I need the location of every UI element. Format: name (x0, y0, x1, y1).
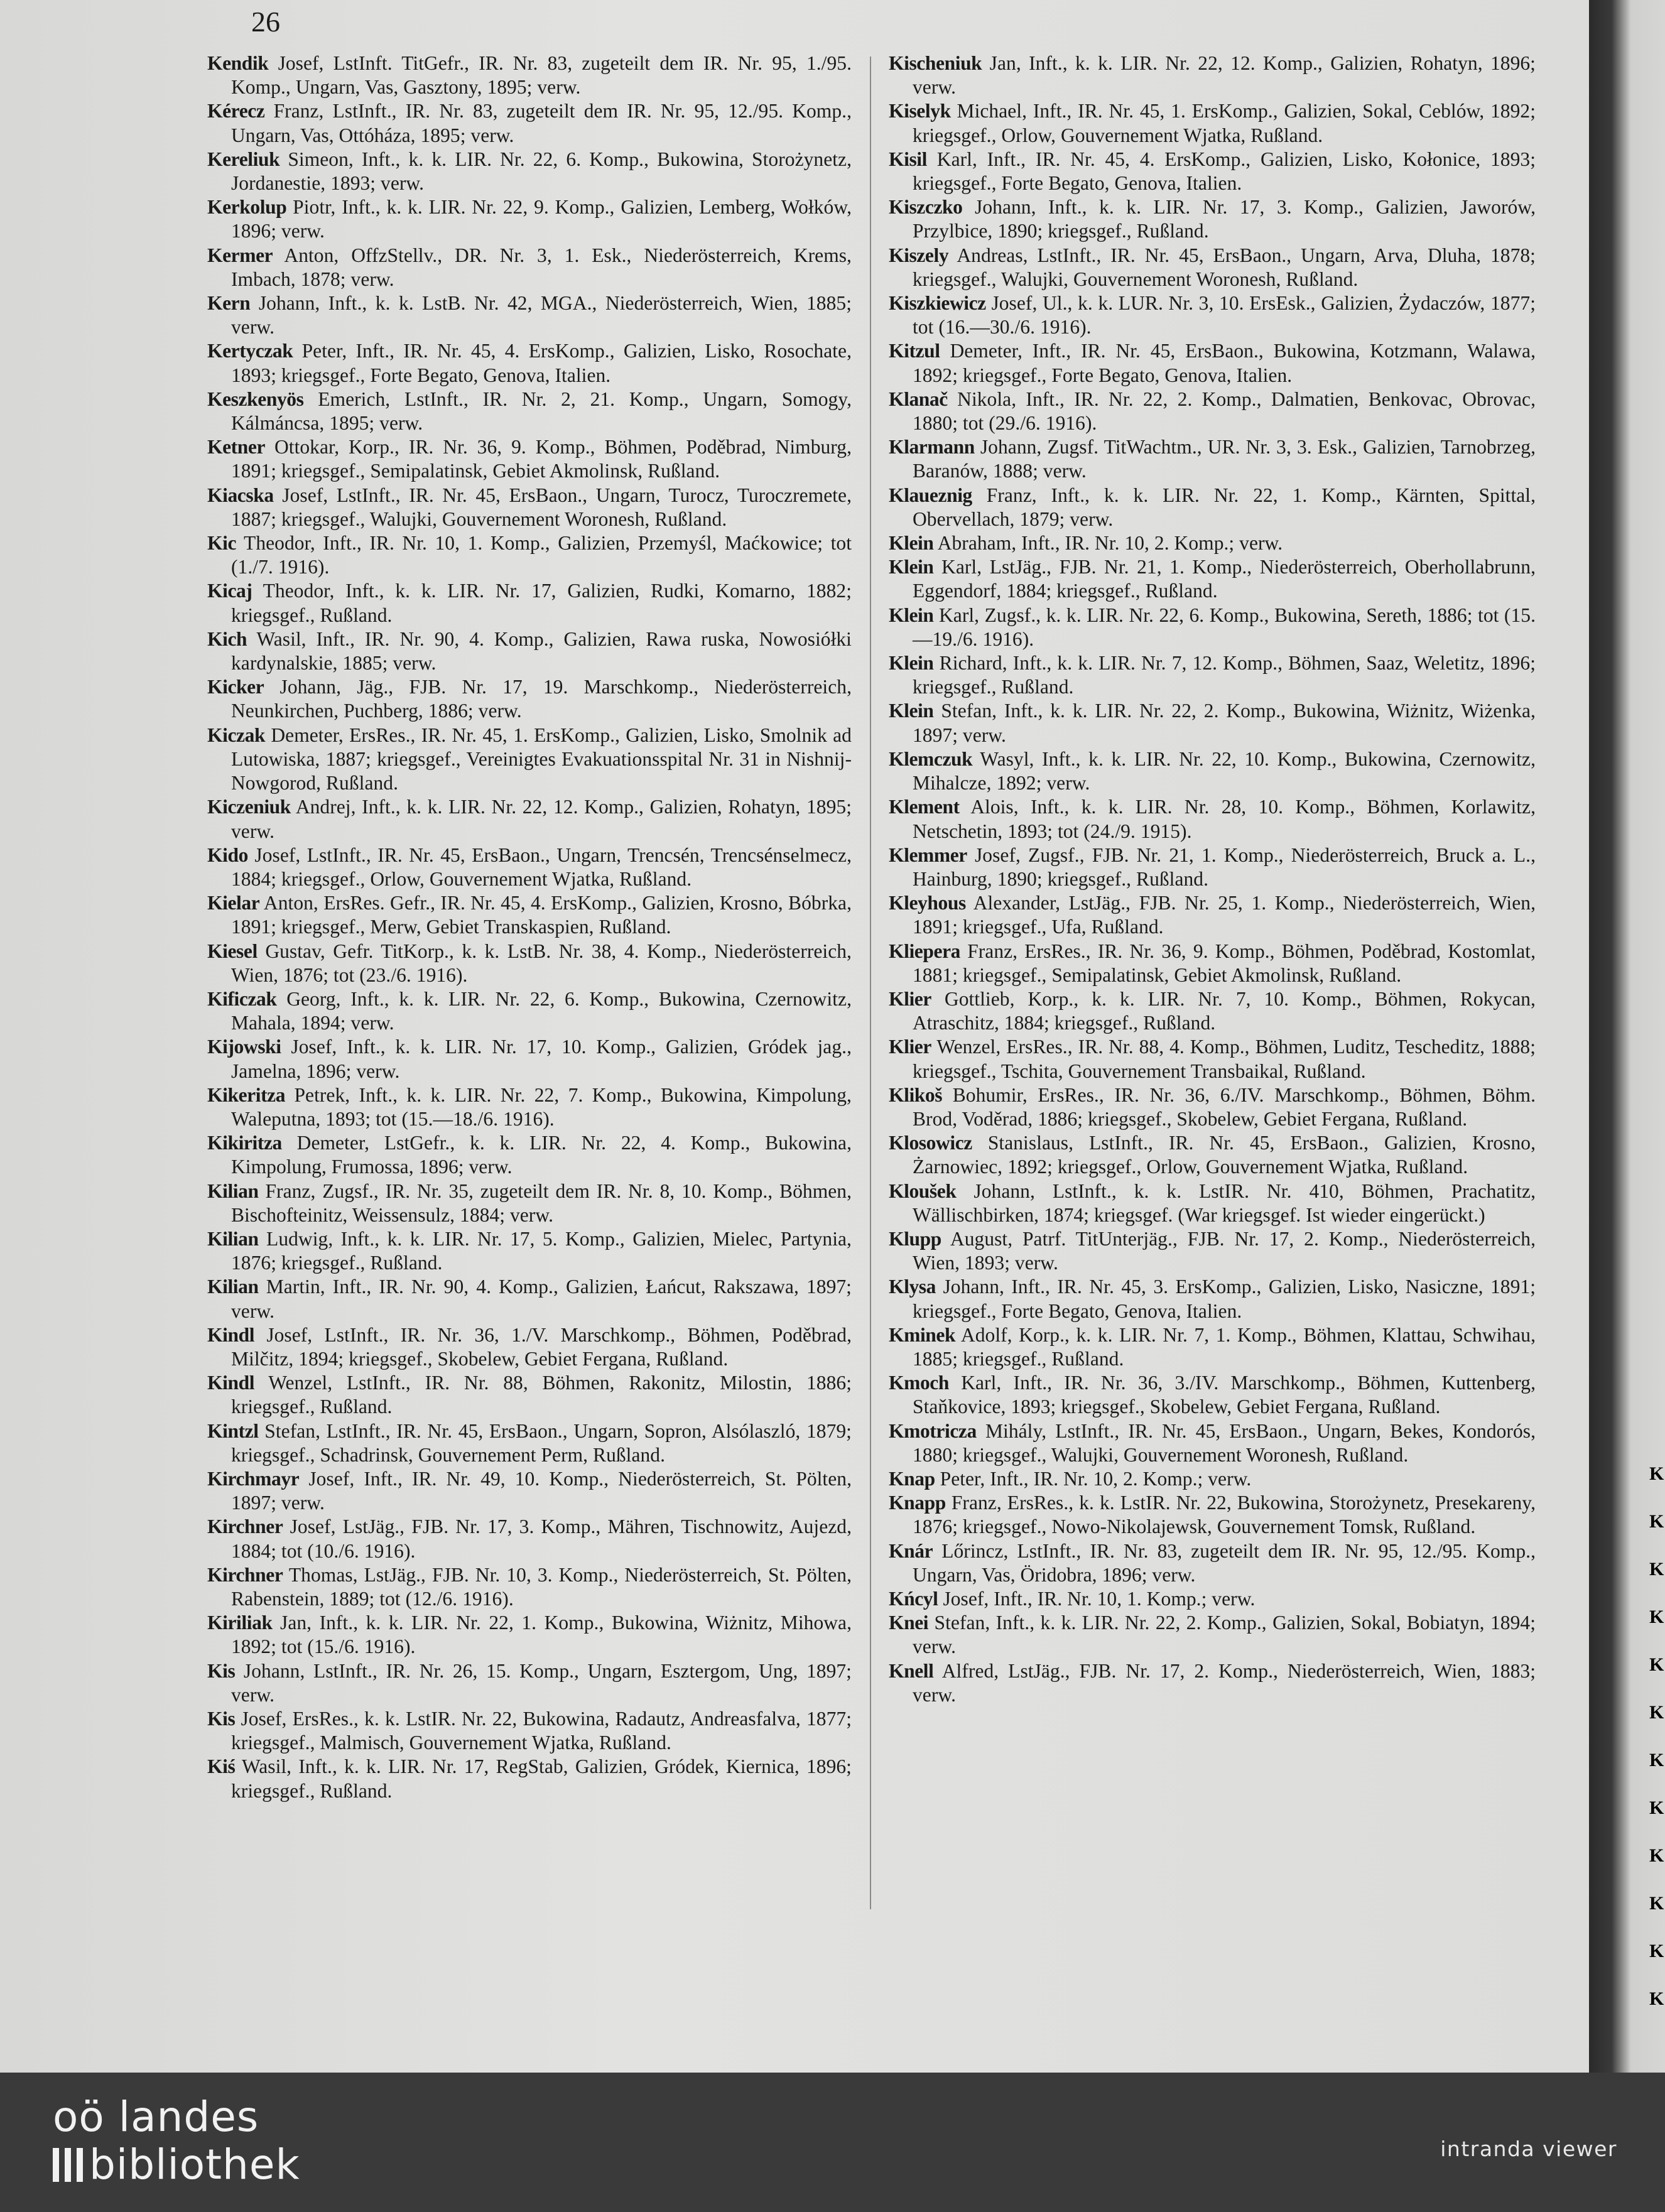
register-entry (207, 1707, 852, 1755)
register-entry (889, 1419, 1536, 1467)
entry-details: Andrej, Inft., k. k. LIR. Nr. 22, 12. Komp., Galizien, Rohatyn, 1895; verw. (231, 796, 852, 842)
register-entry (889, 843, 1536, 891)
entry-details: Wasil, Inft., k. k. LIR. Nr. 17, RegStab, Galizien, Gródek, Kiernica, 1896; kriegsgef., Rußland. (231, 1755, 852, 1802)
register-entry (207, 891, 852, 939)
entry-details: Johann, Zugsf. TitWachtm., UR. Nr. 3, 3. Esk., Galizien, Tarnobrzeg, Baranów, 1888; verw. (913, 436, 1536, 482)
entry-details: Mihály, LstInft., IR. Nr. 45, ErsBaon., Ungarn, Bekes, Kondorós, 1880; kriegsgef., Walujki, Gouvernement Woronesh, Rußland. (913, 1419, 1536, 1466)
register-entry (207, 627, 852, 675)
entry-details: Wenzel, ErsRes., IR. Nr. 88, 4. Komp., Böhmen, Luditz, Tescheditz, 1888; kriegsgef., Tschita, Gouvernement Transbaikal, Rußland. (913, 1036, 1536, 1082)
entry-surname: Kido (207, 843, 248, 866)
entry-details: Wenzel, LstInft., IR. Nr. 88, Böhmen, Rakonitz, Milostin, 1886; kriegsgef., Rußland. (231, 1372, 852, 1418)
entry-details: Andreas, LstInft., IR. Nr. 45, ErsBaon., Ungarn, Arva, Dluha, 1878; kriegsgef., Walujki, Gouvernement Woronesh, Rußland. (913, 244, 1536, 290)
entry-details: Michael, Inft., IR. Nr. 45, 1. ErsKomp., Galizien, Sokal, Ceblów, 1892; kriegsgef., Orlow, Gouvernement Wjatka, Rußland. (913, 100, 1536, 146)
entry-details: Josef, Inft., IR. Nr. 10, 1. Komp.; verw. (938, 1588, 1256, 1610)
entry-surname: Kiriliak (207, 1612, 273, 1634)
entry-surname: Kich (207, 627, 247, 650)
register-entry (207, 531, 852, 579)
entry-surname: Kloušek (889, 1179, 957, 1202)
entry-surname: Kirchmayr (207, 1467, 300, 1490)
register-entry (889, 148, 1536, 195)
register-entry (207, 484, 852, 531)
register-entry (207, 1515, 852, 1563)
entry-surname: Kiszely (889, 244, 949, 266)
entry-surname: Klein (889, 532, 934, 555)
register-entry (889, 940, 1536, 987)
register-entry (889, 699, 1536, 747)
entry-surname: Kiselyk (889, 100, 951, 122)
register-entry (207, 675, 852, 723)
entry-details: Demeter, LstGefr., k. k. LIR. Nr. 22, 4. Komp., Bukowina, Kimpolung, Frumossa, 1896; verw. (231, 1132, 852, 1178)
entry-details: Franz, Zugsf., IR. Nr. 35, zugeteilt dem IR. Nr. 8, 10. Komp., Böhmen, Bischofteinitz, Weissensulz, 1884; verw. (231, 1179, 852, 1226)
register-entry (207, 339, 852, 387)
entry-surname: Kermer (207, 244, 273, 266)
entry-surname: Kijowski (207, 1036, 281, 1058)
entry-surname: Kiszczko (889, 196, 963, 219)
entry-details: Johann, Jäg., FJB. Nr. 17, 19. Marschkomp., Niederösterreich, Neunkirchen, Puchberg, 1886; verw. (231, 676, 852, 722)
entry-surname: Kitzul (889, 340, 940, 362)
register-entry (207, 1467, 852, 1515)
entry-surname: Klarmann (889, 436, 975, 458)
entry-details: Johann, Inft., IR. Nr. 45, 3. ErsKomp., Galizien, Lisko, Nasiczne, 1891; kriegsgef., Forte Begato, Genova, Italien. (913, 1276, 1536, 1322)
entry-details: Demeter, Inft., IR. Nr. 45, ErsBaon., Bukowina, Kotzmann, Walawa, 1892; kriegsgef., Forte Begato, Genova, Italien. (913, 340, 1536, 386)
register-entry (207, 1371, 852, 1419)
entry-details: Nikola, Inft., IR. Nr. 22, 2. Komp., Dalmatien, Benkovac, Obrovac, 1880; tot (29./6. 1916). (913, 388, 1536, 435)
entry-details: Wasil, Inft., IR. Nr. 90, 4. Komp., Galizien, Rawa ruska, Nowosiółki kardynalskie, 1885; verw. (231, 627, 852, 675)
entry-surname: Klein (889, 604, 934, 626)
register-entry (207, 1179, 852, 1227)
entry-surname: Kliepera (889, 940, 961, 962)
entry-details: Peter, Inft., IR. Nr. 10, 2. Komp.; verw. (935, 1467, 1252, 1490)
register-entry (207, 244, 852, 291)
register-entry (889, 339, 1536, 387)
entry-details: Adolf, Korp., k. k. LIR. Nr. 7, 1. Komp., Böhmen, Klattau, Schwihau, 1885; kriegsgef., Rußland. (913, 1323, 1536, 1370)
register-entry (889, 531, 1536, 555)
entry-surname: Klein (889, 556, 934, 578)
entry-surname: Kic (207, 532, 237, 555)
entry-details: Alois, Inft., k. k. LIR. Nr. 28, 10. Komp., Böhmen, Korlawitz, Netschetin, 1893; tot (24./9. 1915). (913, 796, 1536, 842)
entry-details: Josef, LstInft., IR. Nr. 45, ErsBaon., Ungarn, Trencsén, Trencsénselmecz, 1884; kriegsgef., Orlow, Gouvernement Wjatka, Rußland. (231, 843, 852, 890)
register-entry (207, 99, 852, 147)
register-entry (207, 195, 852, 243)
entry-details: Gottlieb, Korp., k. k. LIR. Nr. 7, 10. Komp., Böhmen, Rokycan, Atraschitz, 1884; kriegsgef., Rußland. (913, 987, 1536, 1034)
entry-surname: Kiczeniuk (207, 796, 291, 818)
entry-surname: Klanač (889, 388, 948, 410)
entry-surname: Kern (207, 292, 251, 315)
register-entry (207, 148, 852, 195)
entry-surname: Kérecz (207, 100, 265, 122)
entry-details: Josef, LstJäg., FJB. Nr. 17, 3. Komp., Mähren, Tischnowitz, Aujezd, 1884; tot (10./6. 1916). (231, 1515, 852, 1562)
entry-details: Josef, Inft., k. k. LIR. Nr. 17, 10. Komp., Galizien, Gródek jag., Jamelna, 1896; verw. (231, 1036, 852, 1082)
entry-surname: Knap (889, 1467, 935, 1490)
entry-surname: Klein (889, 700, 934, 722)
register-entry (889, 484, 1536, 531)
edge-letter: K (1649, 1941, 1664, 1961)
entry-details: Peter, Inft., IR. Nr. 45, 4. ErsKomp., Galizien, Lisko, Rosochate, 1893; kriegsgef., Forte Begato, Genova, Italien. (231, 340, 852, 386)
entry-details: August, Patrf. TitUnterjäg., FJB. Nr. 17, 2. Komp., Niederösterreich, Wien, 1893; verw. (913, 1227, 1536, 1274)
edge-letter: K (1649, 1988, 1664, 2009)
entry-details: Martin, Inft., IR. Nr. 90, 4. Komp., Galizien, Łańcut, Rakszawa, 1897; verw. (231, 1276, 852, 1322)
register-entry (889, 1371, 1536, 1419)
entry-surname: Kicaj (207, 580, 252, 602)
entry-details: Stanislaus, LstInft., IR. Nr. 45, ErsBaon., Galizien, Krosno, Żarnowiec, 1892; kriegsgef., Orlow, Gouvernement Wjatka, Rußland. (913, 1132, 1536, 1178)
register-entry (207, 1131, 852, 1179)
register-entry (207, 52, 852, 99)
entry-details: Gustav, Gefr. TitKorp., k. k. LstB. Nr. 38, 4. Komp., Niederösterreich, Wien, 1876; tot (23./6. 1916). (231, 940, 852, 986)
register-entry (207, 1227, 852, 1275)
entry-surname: Kicker (207, 676, 264, 698)
entry-details: Abraham, Inft., IR. Nr. 10, 2. Komp.; verw. (933, 532, 1283, 555)
entry-surname: Knapp (889, 1492, 946, 1514)
entry-surname: Kilian (207, 1227, 259, 1250)
entry-surname: Kischeniuk (889, 52, 982, 74)
entry-details: Piotr, Inft., k. k. LIR. Nr. 22, 9. Komp., Galizien, Lemberg, Wołków, 1896; verw. (231, 196, 852, 242)
brand-logo-text: bibliothek (89, 2140, 300, 2189)
register-entry (889, 195, 1536, 243)
entry-surname: Kiś (207, 1755, 236, 1778)
entry-details: Karl, Zugsf., k. k. LIR. Nr. 22, 6. Komp., Bukowina, Sereth, 1886; tot (15.—19./6. 1916). (913, 604, 1536, 650)
register-entry (889, 1539, 1536, 1587)
entry-details: Bohumir, ErsRes., IR. Nr. 36, 6./IV. Marschkomp., Böhmen, Böhm. Brod, Voděrad, 1886; kriegsgef., Skobelew, Gebiet Fergana, Rußland. (913, 1083, 1536, 1130)
entry-details: Theodor, Inft., IR. Nr. 10, 1. Komp., Galizien, Przemyśl, Maćkowice; tot (1./7. 1916). (231, 532, 852, 578)
register-entry (889, 1659, 1536, 1707)
entry-details: Karl, Inft., IR. Nr. 45, 4. ErsKomp., Galizien, Lisko, Kołonice, 1893; kriegsgef., Forte Begato, Genova, Italien. (913, 148, 1536, 195)
brand-bars-icon (53, 2148, 83, 2182)
entry-details: Stefan, Inft., k. k. LIR. Nr. 22, 2. Komp., Galizien, Sokal, Bobiatyn, 1894; verw. (913, 1612, 1536, 1658)
register-entry (889, 244, 1536, 291)
entry-surname: Klaueznig (889, 484, 972, 506)
entry-details: Johann, Inft., k. k. LstB. Nr. 42, MGA., Niederösterreich, Wien, 1885; verw. (231, 292, 852, 339)
entry-details: Karl, Inft., IR. Nr. 36, 3./IV. Marschkomp., Böhmen, Kuttenberg, Staňkovice, 1893; kriegsgef., Skobelew, Gebiet Fergana, Rußland. (913, 1372, 1536, 1418)
entry-details: Anton, OffzStellv., DR. Nr. 3, 1. Esk., Niederösterreich, Krems, Imbach, 1878; verw. (231, 244, 852, 290)
entry-surname: Kielar (207, 892, 260, 914)
entry-details: Karl, LstJäg., FJB. Nr. 21, 1. Komp., Niederösterreich, Oberhollabrunn, Eggendorf, 1884; kriegsgef., Rußland. (913, 556, 1536, 602)
entry-surname: Klosowicz (889, 1132, 972, 1154)
register-entry (207, 1419, 852, 1467)
entry-surname: Kindl (207, 1323, 255, 1346)
entry-surname: Kleyhous (889, 892, 966, 914)
entry-details: Josef, LstInft. TitGefr., IR. Nr. 83, zugeteilt dem IR. Nr. 95, 1./95. Komp., Ungarn, Vas, Gasztony, 1895; verw. (231, 52, 852, 99)
entry-details: Josef, ErsRes., k. k. LstIR. Nr. 22, Bukowina, Radautz, Andreasfalva, 1877; kriegsgef., Malmisch, Gouvernement Wjatka, Rußland. (231, 1708, 852, 1754)
entry-surname: Kmoch (889, 1372, 949, 1394)
entry-details: Emerich, LstInft., IR. Nr. 2, 21. Komp., Ungarn, Somogy, Kálmáncsa, 1895; verw. (231, 388, 852, 435)
entry-details: Stefan, LstInft., IR. Nr. 45, ErsBaon., Ungarn, Sopron, Alsólaszló, 1879; kriegsgef., Schadrinsk, Gouvernement Perm, Rußland. (231, 1419, 852, 1466)
entry-details: Georg, Inft., k. k. LIR. Nr. 22, 6. Komp., Bukowina, Czernowitz, Mahala, 1894; verw. (231, 987, 852, 1034)
next-page-letters (1649, 1463, 1665, 2036)
entry-surname: Kendik (207, 52, 269, 74)
entry-details: Wasyl, Inft., k. k. LIR. Nr. 22, 10. Komp., Bukowina, Czernowitz, Mihalcze, 1892; verw. (913, 747, 1536, 794)
entry-surname: Kertyczak (207, 340, 293, 362)
register-entry (889, 435, 1536, 483)
entry-details: Thomas, LstJäg., FJB. Nr. 10, 3. Komp., Niederösterreich, St. Pölten, Rabenstein, 1889; tot (12./6. 1916). (231, 1563, 852, 1610)
entry-surname: Knei (889, 1612, 929, 1634)
entry-details: Ottokar, Korp., IR. Nr. 36, 9. Komp., Böhmen, Poděbrad, Nimburg, 1891; kriegsgef., Semipalatinsk, Gebiet Akmolinsk, Rußland. (231, 436, 852, 482)
register-entry (207, 987, 852, 1035)
entry-surname: Kikeritza (207, 1083, 286, 1106)
entry-surname: Kirchner (207, 1563, 283, 1586)
entry-surname: Klemczuk (889, 747, 973, 770)
entry-details: Josef, Ul., k. k. LUR. Nr. 3, 10. ErsEsk., Galizien, Żydaczów, 1877; tot (16.—30./6. 1916). (913, 292, 1536, 339)
entry-details: Simeon, Inft., k. k. LIR. Nr. 22, 6. Komp., Bukowina, Storożynetz, Jordanestie, 1893; verw. (231, 148, 852, 195)
entry-details: Jan, Inft., k. k. LIR. Nr. 22, 1. Komp., Bukowina, Wiżnitz, Mihowa, 1892; tot (15./6. 1916). (231, 1612, 852, 1658)
entry-details: Ludwig, Inft., k. k. LIR. Nr. 17, 5. Komp., Galizien, Mielec, Partynia, 1876; kriegsgef., Rußland. (231, 1227, 852, 1274)
register-entry (889, 555, 1536, 603)
register-entry (889, 1323, 1536, 1371)
edge-letter: K (1649, 1654, 1664, 1675)
edge-letter: K (1649, 1797, 1664, 1818)
entry-surname: Klier (889, 987, 931, 1010)
register-entry (207, 291, 852, 339)
edge-letter: K (1649, 1463, 1664, 1484)
edge-letter: K (1649, 1559, 1664, 1580)
register-entry (207, 1563, 852, 1611)
register-entry (207, 388, 852, 435)
register-entry (207, 940, 852, 987)
entry-surname: Kiszkiewicz (889, 292, 986, 315)
entry-surname: Kificzak (207, 987, 277, 1010)
entry-details: Josef, Zugsf., FJB. Nr. 21, 1. Komp., Niederösterreich, Bruck a. L., Hainburg, 1890; kriegsgef., Rußland. (913, 843, 1536, 890)
entry-surname: Klysa (889, 1276, 936, 1298)
entry-details: Josef, LstInft., IR. Nr. 45, ErsBaon., Ungarn, Turocz, Turoczremete, 1887; kriegsgef., Walujki, Gouvernement Woronesh, Rußland. (231, 484, 852, 530)
entry-surname: Klikoš (889, 1083, 943, 1106)
entry-details: Johann, LstInft., IR. Nr. 26, 15. Komp., Ungarn, Esztergom, Ung, 1897; verw. (231, 1659, 852, 1706)
page-number: 26 (251, 6, 280, 38)
register-entry (889, 52, 1536, 99)
entry-surname: Kilian (207, 1276, 259, 1298)
entry-details: Richard, Inft., k. k. LIR. Nr. 7, 12. Komp., Böhmen, Saaz, Weletitz, 1896; kriegsgef., Rußland. (913, 652, 1536, 698)
entry-surname: Kerkolup (207, 196, 287, 219)
entry-details: Alfred, LstJäg., FJB. Nr. 17, 2. Komp., Niederösterreich, Wien, 1883; verw. (913, 1659, 1536, 1706)
register-entry (207, 1323, 852, 1371)
entry-surname: Kereliuk (207, 148, 280, 170)
register-entry (889, 987, 1536, 1035)
register-entry (207, 1275, 852, 1323)
register-entry (889, 891, 1536, 939)
register-entry (889, 1227, 1536, 1275)
entry-surname: Kilian (207, 1179, 259, 1202)
brand-logo-line1[interactable]: oö landes (53, 2093, 259, 2141)
register-entry (207, 1083, 852, 1131)
entry-surname: Knár (889, 1539, 933, 1562)
register-entry (889, 388, 1536, 435)
entry-details: Josef, LstInft., IR. Nr. 36, 1./V. Marschkomp., Böhmen, Poděbrad, Milčitz, 1894; kriegsgef., Skobelew, Gebiet Fergana, Rußland. (231, 1323, 852, 1370)
entry-surname: Kis (207, 1708, 236, 1730)
entry-surname: Knell (889, 1659, 934, 1682)
register-entry (889, 1275, 1536, 1323)
edge-letter: K (1649, 1845, 1664, 1866)
column-divider (870, 57, 871, 1909)
register-entry (889, 1179, 1536, 1227)
register-entry (207, 435, 852, 483)
entry-surname: Ketner (207, 436, 266, 458)
register-entry (889, 291, 1536, 339)
register-entry (207, 579, 852, 627)
register-entry (889, 795, 1536, 843)
entry-surname: Klupp (889, 1227, 941, 1250)
entry-surname: Kiczak (207, 724, 266, 746)
entry-surname: Kminek (889, 1323, 956, 1346)
entry-details: Lőrincz, LstInft., IR. Nr. 83, zugeteilt dem IR. Nr. 95, 12./95. Komp., Ungarn, Vas, Öridobra, 1896; verw. (913, 1539, 1536, 1586)
left-column (207, 52, 852, 1803)
entry-details: Johann, Inft., k. k. LIR. Nr. 17, 3. Komp., Galizien, Jaworów, Przylbice, 1890; kriegsgef., Rußland. (913, 196, 1536, 242)
edge-letter: K (1649, 1702, 1664, 1723)
next-page-edge (1589, 0, 1665, 2073)
entry-surname: Kiacska (207, 484, 274, 506)
register-entry (889, 1467, 1536, 1491)
entry-details: Anton, ErsRes. Gefr., IR. Nr. 45, 4. ErsKomp., Galizien, Krosno, Bóbrka, 1891; kriegsgef., Merw, Gebiet Transkaspien, Rußland. (231, 892, 852, 938)
entry-details: Petrek, Inft., k. k. LIR. Nr. 22, 7. Komp., Bukowina, Kimpolung, Waleputna, 1893; tot (15.—18./6. 1916). (231, 1083, 852, 1130)
register-entry (207, 795, 852, 843)
entry-surname: Klein (889, 652, 934, 675)
entry-surname: Keszkenyös (207, 388, 304, 410)
edge-letter: K (1649, 1607, 1664, 1627)
entry-details: Franz, Inft., k. k. LIR. Nr. 22, 1. Komp., Kärnten, Spittal, Obervellach, 1879; verw. (913, 484, 1536, 530)
edge-letter: K (1649, 1511, 1664, 1532)
entry-details: Demeter, ErsRes., IR. Nr. 45, 1. ErsKomp., Galizien, Lisko, Smolnik ad Lutowiska, 1887; kriegsgef., Vereinigtes Evakuationsspital Nr. 31 in Nishnij-Nowgorod, Rußland. (231, 724, 852, 794)
edge-letter: K (1649, 1750, 1664, 1770)
entry-surname: Kmotricza (889, 1419, 977, 1442)
entry-details: Franz, LstInft., IR. Nr. 83, zugeteilt dem IR. Nr. 95, 12./95. Komp., Ungarn, Vas, Ottóháza, 1895; verw. (231, 100, 852, 146)
register-entry (889, 1611, 1536, 1659)
register-entry (207, 1035, 852, 1083)
viewer-label[interactable]: intranda viewer (1440, 2137, 1617, 2161)
entry-surname: Klier (889, 1036, 931, 1058)
register-entry (889, 747, 1536, 795)
entry-details: Stefan, Inft., k. k. LIR. Nr. 22, 2. Komp., Bukowina, Wiżnitz, Wiżenka, 1897; verw. (913, 700, 1536, 746)
register-entry (207, 1659, 852, 1707)
entry-surname: Kintzl (207, 1419, 259, 1442)
entry-surname: Kirchner (207, 1515, 283, 1538)
entry-details: Franz, ErsRes., k. k. LstIR. Nr. 22, Bukowina, Storożynetz, Presekareny, 1876; kriegsgef., Nowo-Nikolajewsk, Gouvernement Tomsk, Rußland. (913, 1492, 1536, 1538)
entry-surname: Kiesel (207, 940, 258, 962)
register-entry (207, 1755, 852, 1803)
register-entry (889, 99, 1536, 147)
entry-surname: Kńcyl (889, 1588, 938, 1610)
register-entry (207, 724, 852, 796)
register-entry (889, 604, 1536, 651)
brand-logo-line2[interactable] (53, 2140, 300, 2189)
entry-details: Josef, Inft., IR. Nr. 49, 10. Komp., Niederösterreich, St. Pölten, 1897; verw. (231, 1467, 852, 1514)
entry-details: Theodor, Inft., k. k. LIR. Nr. 17, Galizien, Rudki, Komarno, 1882; kriegsgef., Rußland. (231, 580, 852, 626)
entry-details: Johann, LstInft., k. k. LstIR. Nr. 410, Böhmen, Prachatitz, Wällischbirken, 1874; kriegsgef. (War kriegsgef. Ist wieder eingerückt.) (913, 1179, 1536, 1226)
register-entry (889, 1035, 1536, 1083)
register-entry (207, 1611, 852, 1659)
register-entry (889, 1131, 1536, 1179)
register-entry (889, 1491, 1536, 1539)
entry-surname: Klement (889, 796, 960, 818)
entry-surname: Kindl (207, 1372, 255, 1394)
register-entry (207, 843, 852, 891)
entry-surname: Kikiritza (207, 1132, 282, 1154)
register-entry (889, 651, 1536, 699)
entry-surname: Kis (207, 1659, 236, 1682)
entry-details: Jan, Inft., k. k. LIR. Nr. 22, 12. Komp., Galizien, Rohatyn, 1896; verw. (913, 52, 1536, 99)
entry-details: Alexander, LstJäg., FJB. Nr. 25, 1. Komp., Niederösterreich, Wien, 1891; kriegsgef., Ufa, Rußland. (913, 892, 1536, 938)
entry-surname: Klemmer (889, 843, 967, 866)
entry-details: Franz, ErsRes., IR. Nr. 36, 9. Komp., Böhmen, Poděbrad, Kostomlat, 1881; kriegsgef., Semipalatinsk, Gebiet Akmolinsk, Rußland. (913, 940, 1536, 986)
edge-letter: K (1649, 1893, 1664, 1914)
register-entry (889, 1083, 1536, 1131)
register-entry (889, 1587, 1536, 1611)
entry-surname: Kisil (889, 148, 928, 170)
right-column (889, 52, 1536, 1707)
